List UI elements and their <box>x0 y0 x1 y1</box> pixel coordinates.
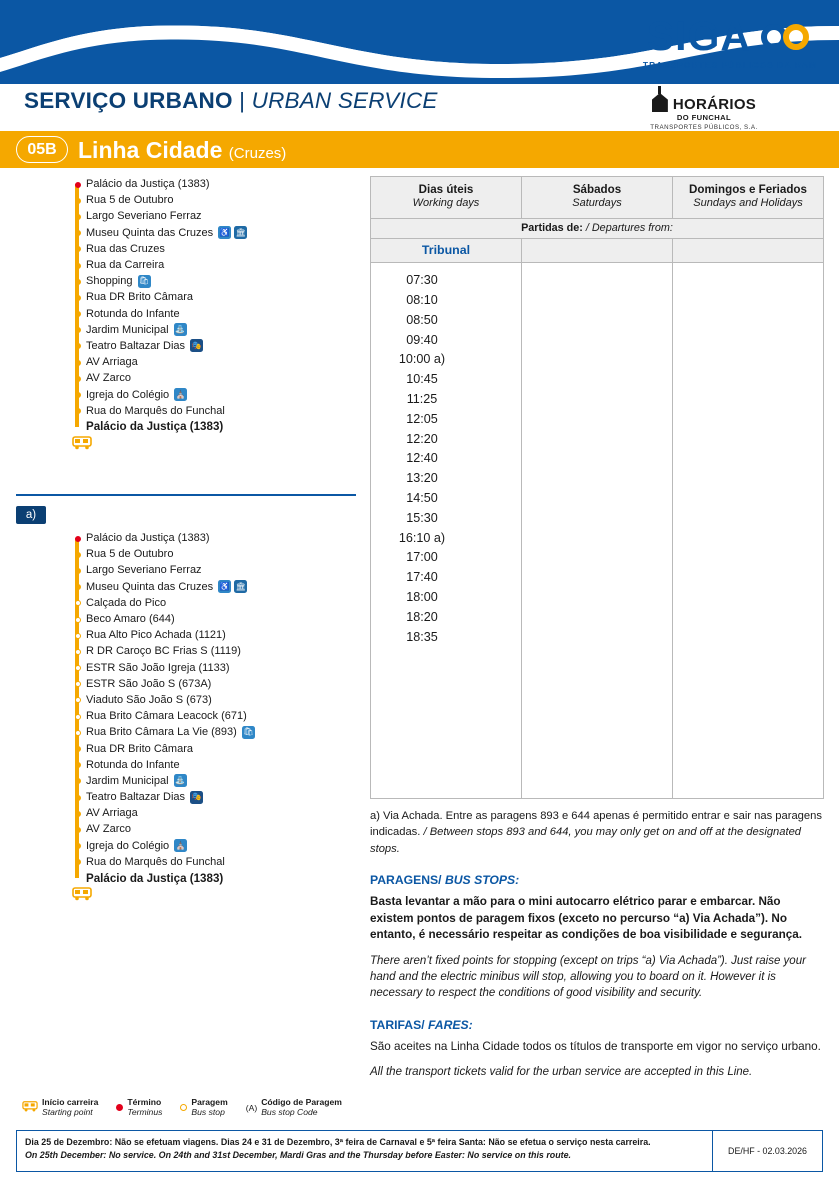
stop-label: R DR Caroço BC Frias S (1119) <box>86 645 241 658</box>
stop-label: Calçada do Pico <box>86 596 167 609</box>
stop-item <box>72 660 356 676</box>
stop-dot-icon <box>75 230 81 236</box>
siga-logo <box>642 13 817 70</box>
stop-item <box>72 208 356 224</box>
stop-label: Igreja do Colégio <box>86 839 170 852</box>
bus-icon <box>72 887 92 901</box>
stop-label: ESTR São João S (673A) <box>86 677 212 690</box>
tower-icon <box>652 86 668 112</box>
departure-time: 18:20 <box>406 609 438 624</box>
stop-dot-icon <box>75 295 81 301</box>
route-divider <box>16 494 356 496</box>
departure-time: 18:00 <box>406 589 438 604</box>
stop-badges <box>218 226 247 239</box>
stop-label: AV Arriaga <box>86 356 138 369</box>
title-divider: | <box>239 88 246 113</box>
shopping-icon: 🛍 <box>242 726 255 739</box>
stop-dot-icon <box>75 811 81 817</box>
stop-dot-icon <box>75 665 81 671</box>
departures-row <box>371 219 824 239</box>
legend-item-start <box>22 1098 98 1118</box>
stop-label: AV Zarco <box>86 823 132 836</box>
stop-dot-icon <box>75 343 81 349</box>
shopping-icon: 🛍 <box>138 275 151 288</box>
siga-rings-icon <box>761 22 817 52</box>
stop-item <box>72 708 356 724</box>
stop-item <box>72 789 356 805</box>
siga-wordmark: SIGA <box>646 13 751 59</box>
stop-item <box>72 595 356 611</box>
bus-icon <box>22 1101 38 1114</box>
col-hdr-pt: Sábados <box>572 183 622 196</box>
stop-dot-icon <box>75 584 81 590</box>
stop-item <box>72 370 356 386</box>
note-a <box>370 808 823 857</box>
stop-label: Rua do Marquês do Funchal <box>86 404 225 417</box>
stop-dot-icon <box>75 697 81 703</box>
stop-item <box>72 821 356 837</box>
stop-label: Rua 5 de Outubro <box>86 194 174 207</box>
church-icon: ⛪ <box>174 839 187 852</box>
stop-dot-icon <box>75 568 81 574</box>
stop-label: Rua Brito Câmara La Vie (893) <box>86 726 237 739</box>
stop-dot-icon <box>75 214 81 220</box>
stop-dot-icon <box>75 263 81 269</box>
legend-item-terminus <box>116 1098 162 1118</box>
stop-item <box>72 740 356 756</box>
fares-section-title <box>370 1018 823 1032</box>
stop-label: Viaduto São João S (673) <box>86 693 212 706</box>
departure-time: 12:20 <box>406 431 438 446</box>
stop-dot-icon <box>75 795 81 801</box>
start-dot-icon <box>75 182 81 188</box>
stop-item <box>72 354 356 370</box>
stop-badges <box>190 339 203 352</box>
stop-item <box>72 854 356 870</box>
stop-label: Largo Severiano Ferraz <box>86 564 202 577</box>
accessibility-icon: ♿ <box>218 580 231 593</box>
stop-label: Rua 5 de Outubro <box>86 548 174 561</box>
siga-tagline: TRANSPORTES PÚBLICOS DA RAM <box>642 60 817 70</box>
stop-item <box>72 257 356 273</box>
legend-label-pt: Término <box>127 1097 162 1107</box>
col-hdr-en: Saturdays <box>572 197 622 210</box>
stop-item <box>72 773 356 789</box>
stop-item <box>72 546 356 562</box>
saturday-times-cell <box>522 263 673 799</box>
column-header-weekdays <box>371 177 522 219</box>
footer-note <box>16 1130 823 1172</box>
column-header-saturdays <box>522 177 673 219</box>
legend-label-pt: Início carreira <box>42 1097 99 1107</box>
stop-list <box>72 176 356 435</box>
departure-time: 16:10 a) <box>398 530 446 545</box>
stop-label: Teatro Baltazar Dias <box>86 791 186 804</box>
stop-label: Jardim Municipal <box>86 323 169 336</box>
stop-badges <box>218 580 247 593</box>
stop-label: Beco Amaro (644) <box>86 613 175 626</box>
stop-label: Rua da Carreira <box>86 259 165 272</box>
legend-label <box>191 1098 227 1118</box>
stop-item <box>72 692 356 708</box>
stop-item <box>72 627 356 643</box>
note-a-pt: a) Via Achada. Entre as paragens 893 e 644 apenas é permitido entrar e sair nas paragens indicadas. <box>370 810 822 839</box>
departure-time: 12:40 <box>406 451 438 466</box>
departures-label-en: / Departures from: <box>585 222 673 235</box>
red-dot-icon <box>116 1104 123 1111</box>
stop-label: Rotunda do Infante <box>86 758 180 771</box>
stop-label: Rua DR Brito Câmara <box>86 291 193 304</box>
departure-time: 10:00 a) <box>398 352 446 367</box>
stop-item <box>72 419 356 435</box>
bus-stops-title-en: BUS STOPS: <box>444 872 520 887</box>
departures-label <box>371 219 824 239</box>
service-title-en: URBAN SERVICE <box>251 88 438 113</box>
note-a-en: / Between stops 893 and 644, you may only get on and off at the designated stops. <box>370 826 802 855</box>
stop-label: Jardim Municipal <box>86 774 169 787</box>
stop-dot-icon <box>75 408 81 414</box>
stop-item <box>72 192 356 208</box>
variant-tag: a) <box>16 506 46 524</box>
footer-text-en: On 25th December: No service. On 24th and 31st December, Mardi Gras and the Thursday before Easter: No service on this route. <box>25 1149 571 1160</box>
departure-time: 17:00 <box>406 550 438 565</box>
line-name-text: Linha Cidade <box>78 137 223 163</box>
stop-dot-icon <box>75 279 81 285</box>
column-header-sundays <box>673 177 824 219</box>
weekday-times-cell <box>371 263 522 799</box>
stop-dot-icon <box>75 778 81 784</box>
origin-weekday: Tribunal <box>371 239 522 263</box>
departure-time: 07:30 <box>406 273 438 288</box>
schedule-table <box>370 176 824 799</box>
line-name-sub: (Cruzes) <box>228 145 287 162</box>
legend-label-en: Starting point <box>42 1106 93 1117</box>
stop-label: AV Zarco <box>86 372 132 385</box>
stop-item <box>72 386 356 402</box>
stop-dot-icon <box>75 859 81 865</box>
stop-label: Largo Severiano Ferraz <box>86 210 202 223</box>
stop-label: Rua das Cruzes <box>86 242 165 255</box>
legend-item-code <box>246 1098 342 1118</box>
stop-label: Palácio da Justiça (1383) <box>86 532 210 545</box>
origin-saturday <box>522 239 673 263</box>
schedule-panel <box>370 176 823 1081</box>
bus-stops-body-en: There aren’t fixed points for stopping (except on trips “a) Via Achada”). Just raise your hand and the electric minibus will stop, allowing you to board on it. However it is necessary to respect the conditions of good visibility and security. <box>370 954 806 1000</box>
line-name <box>78 137 286 164</box>
stop-dot-icon <box>75 360 81 366</box>
departure-time: 14:50 <box>406 491 438 505</box>
stop-item <box>72 643 356 659</box>
stop-dot-icon <box>75 552 81 558</box>
stop-item <box>72 306 356 322</box>
fares-body-pt: São aceites na Linha Cidade todos os títulos de transporte em vigor no serviço urbano. <box>370 1039 821 1053</box>
stop-item <box>72 676 356 692</box>
park-icon: ⛲ <box>174 774 187 787</box>
departure-time: 09:40 <box>406 332 438 347</box>
stop-item <box>72 724 356 740</box>
museum-icon: 🏛 <box>234 226 247 239</box>
bus-icon <box>72 436 92 450</box>
stop-item <box>72 338 356 354</box>
legend <box>22 1098 392 1118</box>
stop-label: AV Arriaga <box>86 807 138 820</box>
stop-item <box>72 289 356 305</box>
horarios-wordmark: HORÁRIOS <box>672 96 757 113</box>
stop-item <box>72 870 356 886</box>
stop-dot-icon <box>75 681 81 687</box>
legend-label-pt: Código de Paragem <box>261 1097 342 1107</box>
footer-text <box>17 1131 712 1171</box>
departure-time: 15:30 <box>406 510 438 525</box>
church-icon: ⛪ <box>174 388 187 401</box>
hollow-dot-icon <box>180 1104 187 1111</box>
stop-label: ESTR São João Igreja (1133) <box>86 661 230 674</box>
departure-time: 08:50 <box>406 312 438 327</box>
page-title <box>24 88 438 114</box>
fares-body-en: All the transport tickets valid for the urban service are accepted in this Line. <box>370 1066 753 1079</box>
stop-badges <box>174 839 187 852</box>
stop-label: Museu Quinta das Cruzes <box>86 226 214 239</box>
stop-dot-icon <box>75 376 81 382</box>
stop-label: Shopping <box>86 275 133 288</box>
stop-item <box>72 241 356 257</box>
legend-item-stop <box>180 1098 227 1118</box>
origin-row <box>371 239 824 263</box>
stop-badges <box>174 323 187 336</box>
start-dot-icon <box>75 536 81 542</box>
horarios-do-funchal-logo <box>639 86 769 131</box>
stop-item <box>72 562 356 578</box>
stop-label: Rua Brito Câmara Leacock (671) <box>86 710 247 723</box>
stop-item <box>72 403 356 419</box>
stop-item <box>72 273 356 289</box>
legend-label <box>127 1098 162 1118</box>
departure-time: 18:35 <box>406 629 438 644</box>
museum-icon: 🏛 <box>234 580 247 593</box>
schedule-header-row <box>371 177 824 219</box>
stop-dot-icon <box>75 392 81 398</box>
stop-dot-icon <box>75 746 81 752</box>
stop-item <box>72 611 356 627</box>
stop-item <box>72 757 356 773</box>
stop-label: Palácio da Justiça (1383) <box>86 420 224 434</box>
stop-label: Teatro Baltazar Dias <box>86 339 186 352</box>
stop-item <box>72 579 356 595</box>
col-hdr-pt: Dias úteis <box>418 183 474 196</box>
route-diagrams <box>16 176 356 901</box>
departure-time: 12:05 <box>406 411 438 426</box>
stop-dot-icon <box>75 633 81 639</box>
bus-stops-section-title <box>370 873 823 887</box>
stop-dot-icon <box>75 762 81 768</box>
stop-item <box>72 225 356 241</box>
departure-time: 10:45 <box>406 372 438 387</box>
sunday-times-cell <box>673 263 824 799</box>
stop-badges <box>138 275 151 288</box>
stop-label: Palácio da Justiça (1383) <box>86 178 210 191</box>
times-row <box>371 263 824 799</box>
stop-dot-icon <box>75 649 81 655</box>
stop-dot-icon <box>75 198 81 204</box>
departure-time: 11:25 <box>406 392 438 407</box>
departure-time: 08:10 <box>406 293 438 308</box>
stop-dot-icon <box>75 714 81 720</box>
fares-title-pt: TARIFAS/ <box>370 1017 425 1032</box>
theatre-icon: 🎭 <box>190 791 203 804</box>
fares-title-en: FARES: <box>428 1017 473 1032</box>
stop-dot-icon <box>75 827 81 833</box>
bus-stops-title-pt: PARAGENS/ <box>370 872 442 887</box>
footer-code: DE/HF - 02.03.2026 <box>712 1131 822 1171</box>
col-hdr-en: Working days <box>412 197 480 210</box>
stop-dot-icon <box>75 617 81 623</box>
footer-text-pt: Dia 25 de Dezembro: Não se efetuam viagens. Dias 24 e 31 de Dezembro, 3ª feira de Carnaval e 5ª feira Santa: Não se efetua o serviço nesta carreira. <box>25 1137 651 1147</box>
park-icon: ⛲ <box>174 323 187 336</box>
stop-dot-icon <box>75 730 81 736</box>
legend-label-en: Terminus <box>127 1106 163 1117</box>
stop-item <box>72 322 356 338</box>
stop-item <box>72 805 356 821</box>
stop-label: Rotunda do Infante <box>86 307 180 320</box>
stop-code-icon: (A) <box>245 1102 258 1113</box>
line-code-badge: 05B <box>16 136 68 163</box>
departures-label-pt: Partidas de: <box>521 222 583 235</box>
departure-time: 17:40 <box>406 570 438 585</box>
legend-label-en: Bus stop <box>191 1106 225 1117</box>
stop-dot-icon <box>75 327 81 333</box>
stop-badges <box>174 388 187 401</box>
stop-item <box>72 530 356 546</box>
stop-label: Palácio da Justiça (1383) <box>86 871 224 885</box>
departure-time: 13:20 <box>406 471 438 486</box>
accessibility-icon: ♿ <box>218 226 231 239</box>
horarios-company: TRANSPORTES PÚBLICOS, S.A. <box>650 124 758 131</box>
stop-dot-icon <box>75 246 81 252</box>
stop-label: Rua Alto Pico Achada (1121) <box>86 629 226 642</box>
legend-label-pt: Paragem <box>191 1097 228 1107</box>
stop-dot-icon <box>75 600 81 606</box>
col-hdr-pt: Domingos e Feriados <box>689 183 807 196</box>
stop-badges <box>190 791 203 804</box>
stop-label: Rua do Marquês do Funchal <box>86 855 225 868</box>
stop-label: Museu Quinta das Cruzes <box>86 580 214 593</box>
stop-badges <box>242 726 255 739</box>
legend-label <box>42 1098 98 1118</box>
stop-badges <box>174 774 187 787</box>
origin-sunday <box>673 239 824 263</box>
stop-item <box>72 176 356 192</box>
stop-list <box>72 530 356 886</box>
stop-dot-icon <box>75 843 81 849</box>
bus-stops-body-pt: Basta levantar a mão para o mini autocarro elétrico parar e embarcar. Não existem pontos de paragem fixos (exceto no percurso “a) Via Achada”). No entanto, é necessário respeitar as condições de boa visibilidade e segurança. <box>370 894 802 942</box>
stop-label: Rua DR Brito Câmara <box>86 742 193 755</box>
stop-item <box>72 838 356 854</box>
route-main <box>16 176 356 450</box>
legend-label-en: Bus stop Code <box>261 1106 318 1117</box>
stop-dot-icon <box>75 311 81 317</box>
horarios-subtitle: DO FUNCHAL <box>676 113 732 122</box>
stop-label: Igreja do Colégio <box>86 388 170 401</box>
line-title-bar <box>0 131 839 168</box>
route-variant-a <box>16 494 356 901</box>
legend-label <box>261 1098 342 1118</box>
service-title-pt: SERVIÇO URBANO <box>24 88 233 113</box>
col-hdr-en: Sundays and Holidays <box>693 197 803 210</box>
theatre-icon: 🎭 <box>190 339 203 352</box>
